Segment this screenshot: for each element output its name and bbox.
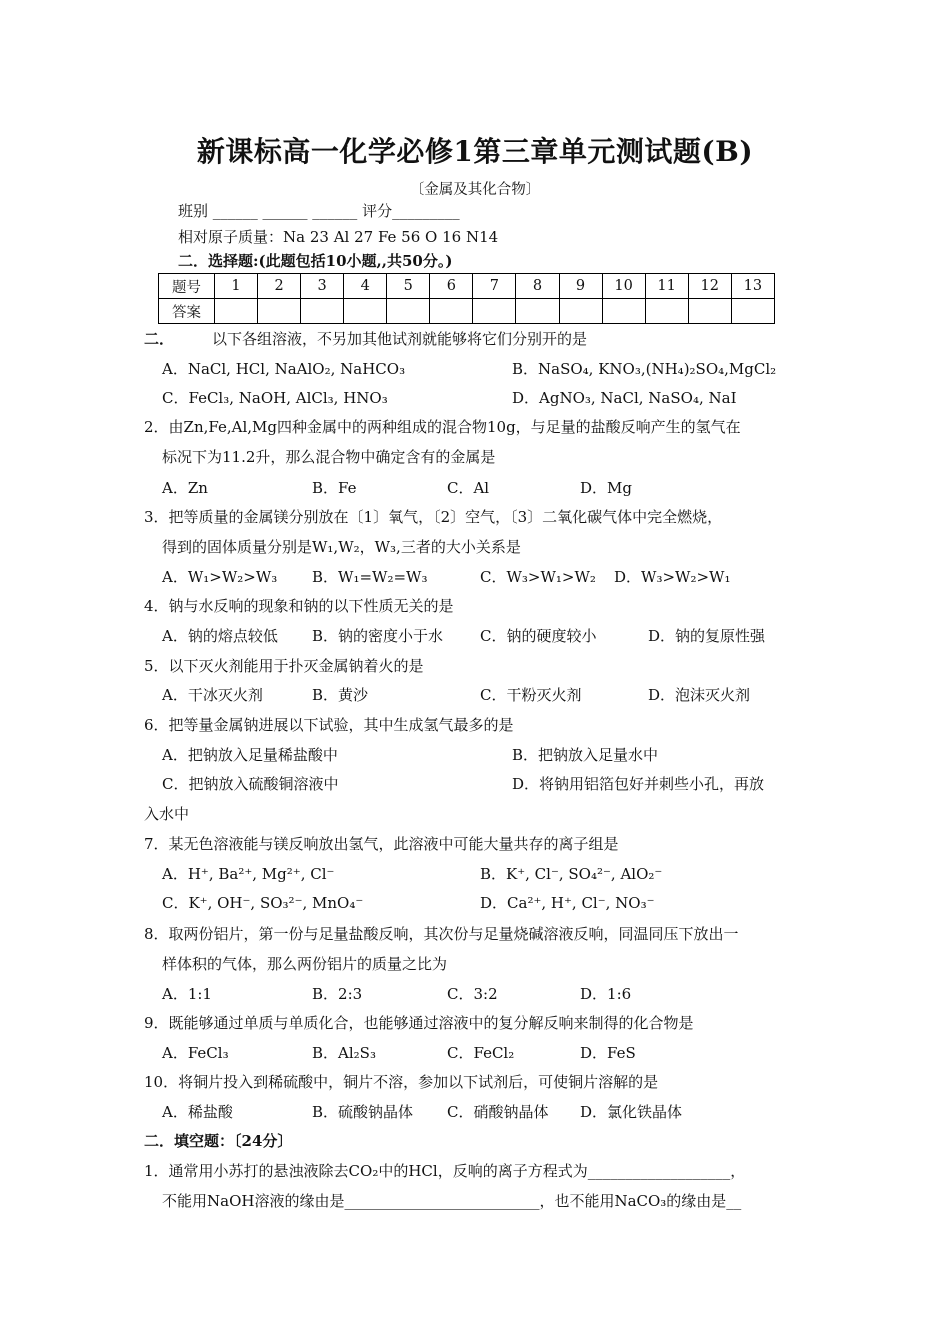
question-stem: 8．取两份铝片，第一份与足量盐酸反响，其次份与足量烧碱溶液反响，同温同压下放出一 [144,925,739,943]
answer-cell[interactable] [387,299,430,324]
table-cell-number: 11 [645,274,688,299]
option-b: B．把钠放入足量水中 [512,746,659,764]
atomic-mass-line: 相对原子质量：Na 23 Al 27 Fe 56 O 16 N14 [178,228,499,246]
option-a: A．钠的熔点较低 [162,627,278,645]
table-cell-number: 5 [387,274,430,299]
table-cell-number: 8 [516,274,559,299]
question-stem: 5．以下灭火剂能用于扑灭金属钠着火的是 [144,657,424,675]
answer-table-answer-row [159,299,775,324]
option-b: B．Fe [312,479,357,497]
option-b: B．2:3 [312,985,363,1003]
option-d: D．W₃>W₂>W₁ [614,568,731,586]
option-c: C．硝酸钠晶体 [447,1103,549,1121]
option-a: A．稀盐酸 [162,1103,233,1121]
fill-question-line-cont: 不能用NaOH溶液的缘由是__________________________，也不能用NaCO₃的缘由是__ [162,1192,742,1210]
table-cell-number: 10 [602,274,645,299]
class-score-line: 班别 ______ ______ ______ 评分_________ [178,202,460,220]
answer-cell[interactable] [559,299,602,324]
option-c: C．把钠放入硫酸铜溶液中 [162,775,339,793]
table-cell-number: 13 [731,274,774,299]
table-cell-number: 3 [301,274,344,299]
option-d: D．氯化铁晶体 [580,1103,683,1121]
answer-table-number-row [159,274,775,299]
option-c: C．3:2 [447,985,498,1003]
option-d: D．AgNO₃, NaCl, NaSO₄, NaI [512,389,737,407]
option-c: C．钠的硬度较小 [480,627,597,645]
answer-cell[interactable] [645,299,688,324]
document-subtitle: 〔金属及其化合物〕 [409,182,541,198]
option-b: B．K⁺, Cl⁻, SO₄²⁻, AlO₂⁻ [480,865,663,883]
option-b: B．Al₂S₃ [312,1044,376,1062]
option-c: C．K⁺, OH⁻, SO₃²⁻, MnO₄⁻ [162,894,364,912]
answer-cell[interactable] [602,299,645,324]
option-d: D．Ca²⁺, H⁺, Cl⁻, NO₃⁻ [480,894,655,912]
question-number: 二． [144,330,175,348]
option-d: D．钠的复原性强 [648,627,766,645]
table-cell-number: 1 [215,274,258,299]
option-a: A．FeCl₃ [162,1044,229,1062]
table-row-label: 答案 [159,299,215,324]
question-stem-cont: 得到的固体质量分别是W₁,W₂，W₃,三者的大小关系是 [162,538,521,556]
option-a: A．1:1 [162,985,212,1003]
table-row-label: 题号 [159,274,215,299]
option-d: D．1:6 [580,985,632,1003]
answer-cell[interactable] [731,299,774,324]
option-b: B．黄沙 [312,686,369,704]
option-d: D．将钠用铝箔包好并刺些小孔，再放 [512,775,765,793]
option-c: C．干粉灭火剂 [480,686,582,704]
table-cell-number: 6 [430,274,473,299]
option-c: C．W₃>W₁>W₂ [480,568,596,586]
fill-question-line: 1．通常用小苏打的悬浊液除去CO₂中的HCl，反响的离子方程式为___________________， [144,1162,746,1180]
option-a: A．干冰灭火剂 [162,686,263,704]
question-stem: 7．某无色溶液能与镁反响放出氢气，此溶液中可能大量共存的离子组是 [144,835,619,853]
option-b: B．W₁=W₂=W₃ [312,568,428,586]
option-a: A．把钠放入足量稀盐酸中 [162,746,338,764]
option-b: B．钠的密度小于水 [312,627,444,645]
question-stem-cont: 样体积的气体，那么两份铝片的质量之比为 [162,955,448,973]
option-c: C．FeCl₂ [447,1044,515,1062]
answer-cell[interactable] [301,299,344,324]
answer-table [158,273,775,324]
answer-cell[interactable] [430,299,473,324]
option-c: C．Al [447,479,490,497]
section-fill-heading: 二．填空题：〔24分〕 [144,1132,293,1150]
question-stem: 2．由Zn,Fe,Al,Mg四种金属中的两种组成的混合物10g，与足量的盐酸反响产生的氢气在 [144,418,741,436]
question-stem: 4．钠与水反响的现象和钠的以下性质无关的是 [144,597,454,615]
question-stem-cont: 标况下为11.2升，那么混合物中确定含有的金属是 [162,448,496,466]
table-cell-number: 2 [258,274,301,299]
question-stem: 以下各组溶液，不另加其他试剂就能够将它们分别开的是 [212,330,588,348]
table-cell-number: 7 [473,274,516,299]
option-a: A．Zn [162,479,208,497]
option-d: D．泡沫灭火剂 [648,686,751,704]
answer-cell[interactable] [688,299,731,324]
table-cell-number: 4 [344,274,387,299]
option-a: A．W₁>W₂>W₃ [162,568,278,586]
table-cell-number: 9 [559,274,602,299]
option-d: D．FeS [580,1044,636,1062]
option-b: B．NaSO₄, KNO₃,(NH₄)₂SO₄,MgCl₂ [512,360,777,378]
option-a: A．NaCl, HCl, NaAlO₂, NaHCO₃ [162,360,406,378]
document-title: 新课标高一化学必修1第三章单元测试题(B) [196,135,754,168]
question-stem: 10．将铜片投入到稀硫酸中，铜片不溶，参加以下试剂后，可使铜片溶解的是 [144,1073,659,1091]
table-cell-number: 12 [688,274,731,299]
question-stem: 3．把等质量的金属镁分别放在〔1〕氧气，〔2〕空气，〔3〕二氧化碳气体中完全燃烧， [144,508,723,526]
option-d: D．Mg [580,479,632,497]
option-b: B．硫酸钠晶体 [312,1103,414,1121]
answer-cell[interactable] [516,299,559,324]
question-stem: 9．既能够通过单质与单质化合，也能够通过溶液中的复分解反响来制得的化合物是 [144,1014,694,1032]
section-choice-heading: 二．选择题:(此题包括10小题,,共50分。) [178,252,453,270]
answer-cell[interactable] [258,299,301,324]
question-stem: 6．把等量金属钠进展以下试验，其中生成氢气最多的是 [144,716,514,734]
answer-cell[interactable] [215,299,258,324]
option-c: C．FeCl₃, NaOH, AlCl₃, HNO₃ [162,389,388,407]
option-d-cont: 入水中 [144,805,190,823]
option-a: A．H⁺, Ba²⁺, Mg²⁺, Cl⁻ [162,865,335,883]
answer-cell[interactable] [473,299,516,324]
answer-cell[interactable] [344,299,387,324]
